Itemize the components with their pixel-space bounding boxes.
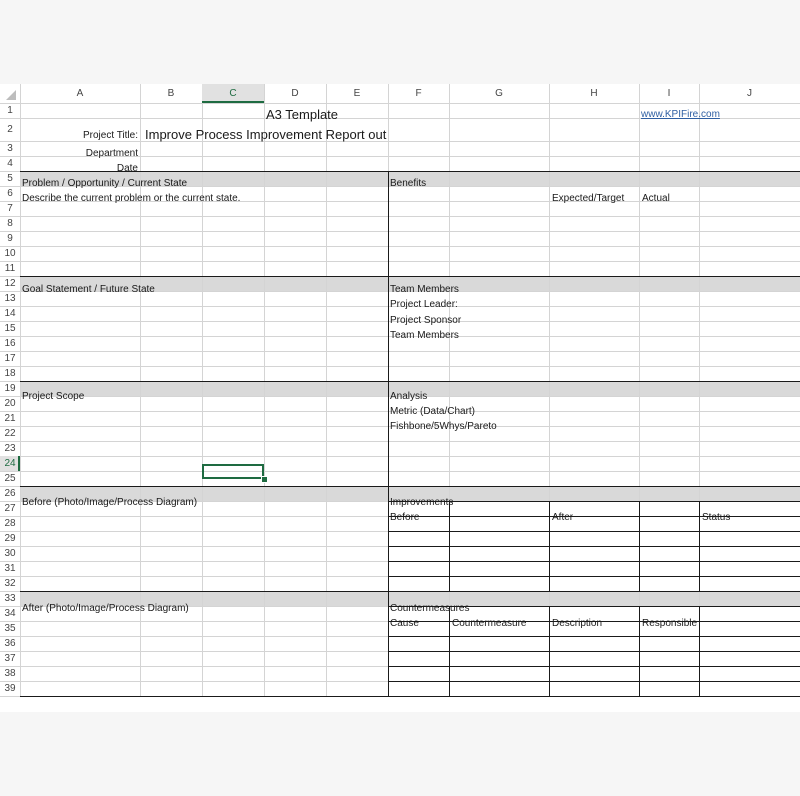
row-header-35[interactable]: 35 [4, 622, 16, 634]
project-title-label: Project Title: [82, 130, 138, 141]
row-header-2[interactable]: 2 [7, 123, 13, 135]
row-header-38[interactable]: 38 [4, 667, 16, 679]
row-header-13[interactable]: 13 [4, 292, 16, 304]
benefits-expected-header[interactable]: Expected/Target [552, 193, 625, 204]
active-cell-c24[interactable] [202, 464, 264, 479]
row-header-30[interactable]: 30 [4, 547, 16, 559]
project-title-value[interactable]: Improve Process Improvement Report out [145, 127, 387, 142]
row-header-7[interactable]: 7 [7, 202, 13, 214]
spreadsheet[interactable] [0, 84, 800, 712]
row-header-27[interactable]: 27 [4, 502, 16, 514]
row-header-11[interactable]: 11 [4, 262, 16, 274]
column-header-d[interactable]: D [291, 88, 299, 99]
row-header-39[interactable]: 39 [4, 682, 16, 694]
section-before-title: Before (Photo/Image/Process Diagram) [22, 497, 198, 508]
row-header-23[interactable]: 23 [4, 442, 16, 454]
row-header-6[interactable]: 6 [7, 187, 13, 199]
row-header-12[interactable]: 12 [4, 277, 16, 289]
analysis-fishbone[interactable]: Fishbone/5Whys/Pareto [390, 421, 497, 432]
row-header-8[interactable]: 8 [7, 217, 13, 229]
row-header-32[interactable]: 32 [4, 577, 16, 589]
team-project-sponsor[interactable]: Project Sponsor [390, 315, 462, 326]
row-header-34[interactable]: 34 [4, 607, 16, 619]
row-header-21[interactable]: 21 [4, 412, 16, 424]
improvements-status-header[interactable]: Status [702, 512, 731, 523]
row-header-10[interactable]: 10 [4, 247, 16, 259]
row-header-16[interactable]: 16 [4, 337, 16, 349]
column-header-c[interactable]: C [229, 88, 237, 99]
benefits-actual-header[interactable]: Actual [642, 193, 670, 204]
section-scope-title: Project Scope [22, 391, 85, 402]
row-header-18[interactable]: 18 [4, 367, 16, 379]
row-header-31[interactable]: 31 [4, 562, 16, 574]
column-header-g[interactable]: G [495, 88, 503, 99]
row-header-25[interactable]: 25 [4, 472, 16, 484]
section-analysis-title: Analysis [390, 391, 428, 402]
section-benefits-title: Benefits [390, 178, 427, 189]
countermeasures-countermeasure-header[interactable]: Countermeasure [452, 618, 527, 629]
department-label: Department [85, 148, 138, 159]
row-header-9[interactable]: 9 [7, 232, 13, 244]
analysis-metric[interactable]: Metric (Data/Chart) [390, 406, 476, 417]
row-header-3[interactable]: 3 [7, 142, 13, 154]
row-header-20[interactable]: 20 [4, 397, 16, 409]
row-header-36[interactable]: 36 [4, 637, 16, 649]
row-header-19[interactable]: 19 [4, 382, 16, 394]
section-after-title: After (Photo/Image/Process Diagram) [22, 603, 189, 614]
section-team-title: Team Members [390, 284, 459, 295]
date-label: Date [116, 163, 138, 174]
sheet-title[interactable]: A3 Template [266, 107, 339, 122]
improvements-before-header[interactable]: Before [390, 512, 420, 523]
row-header-22[interactable]: 22 [4, 427, 16, 439]
column-header-h[interactable]: H [590, 88, 598, 99]
row-header-28[interactable]: 28 [4, 517, 16, 529]
row-header-4[interactable]: 4 [7, 157, 13, 169]
section-problem-title: Problem / Opportunity / Current State [22, 178, 188, 189]
countermeasures-cause-header[interactable]: Cause [390, 618, 419, 629]
countermeasures-responsible-header[interactable]: Responsible [642, 618, 698, 629]
column-header-f[interactable]: F [415, 88, 422, 99]
row-header-5[interactable]: 5 [7, 172, 13, 184]
row-header-14[interactable]: 14 [4, 307, 16, 319]
row-header-29[interactable]: 29 [4, 532, 16, 544]
problem-note[interactable]: Describe the current problem or the current state. [22, 193, 241, 204]
row-header-33[interactable]: 33 [4, 592, 16, 604]
kpifire-link[interactable]: www.KPIFire.com [641, 109, 720, 120]
row-header-37[interactable]: 37 [4, 652, 16, 664]
column-header-b[interactable]: B [167, 88, 175, 99]
team-project-leader[interactable]: Project Leader: [390, 299, 458, 310]
section-goal-title: Goal Statement / Future State [22, 284, 155, 295]
countermeasures-description-header[interactable]: Description [552, 618, 603, 629]
column-header-a[interactable]: A [76, 88, 84, 99]
row-header-17[interactable]: 17 [4, 352, 16, 364]
column-header-i[interactable]: I [667, 88, 671, 99]
row-header-24[interactable]: 24 [4, 457, 16, 469]
row-header-15[interactable]: 15 [4, 322, 16, 334]
column-header-e[interactable]: E [353, 88, 361, 99]
team-members[interactable]: Team Members [390, 330, 459, 341]
improvements-after-header[interactable]: After [552, 512, 574, 523]
column-header-j[interactable]: J [747, 88, 752, 99]
row-header-1[interactable]: 1 [7, 104, 13, 116]
section-countermeasures-title: Countermeasures [390, 603, 470, 614]
fill-handle[interactable] [261, 476, 268, 483]
section-improvements-title: Improvements [390, 497, 454, 508]
row-header-26[interactable]: 26 [4, 487, 16, 499]
